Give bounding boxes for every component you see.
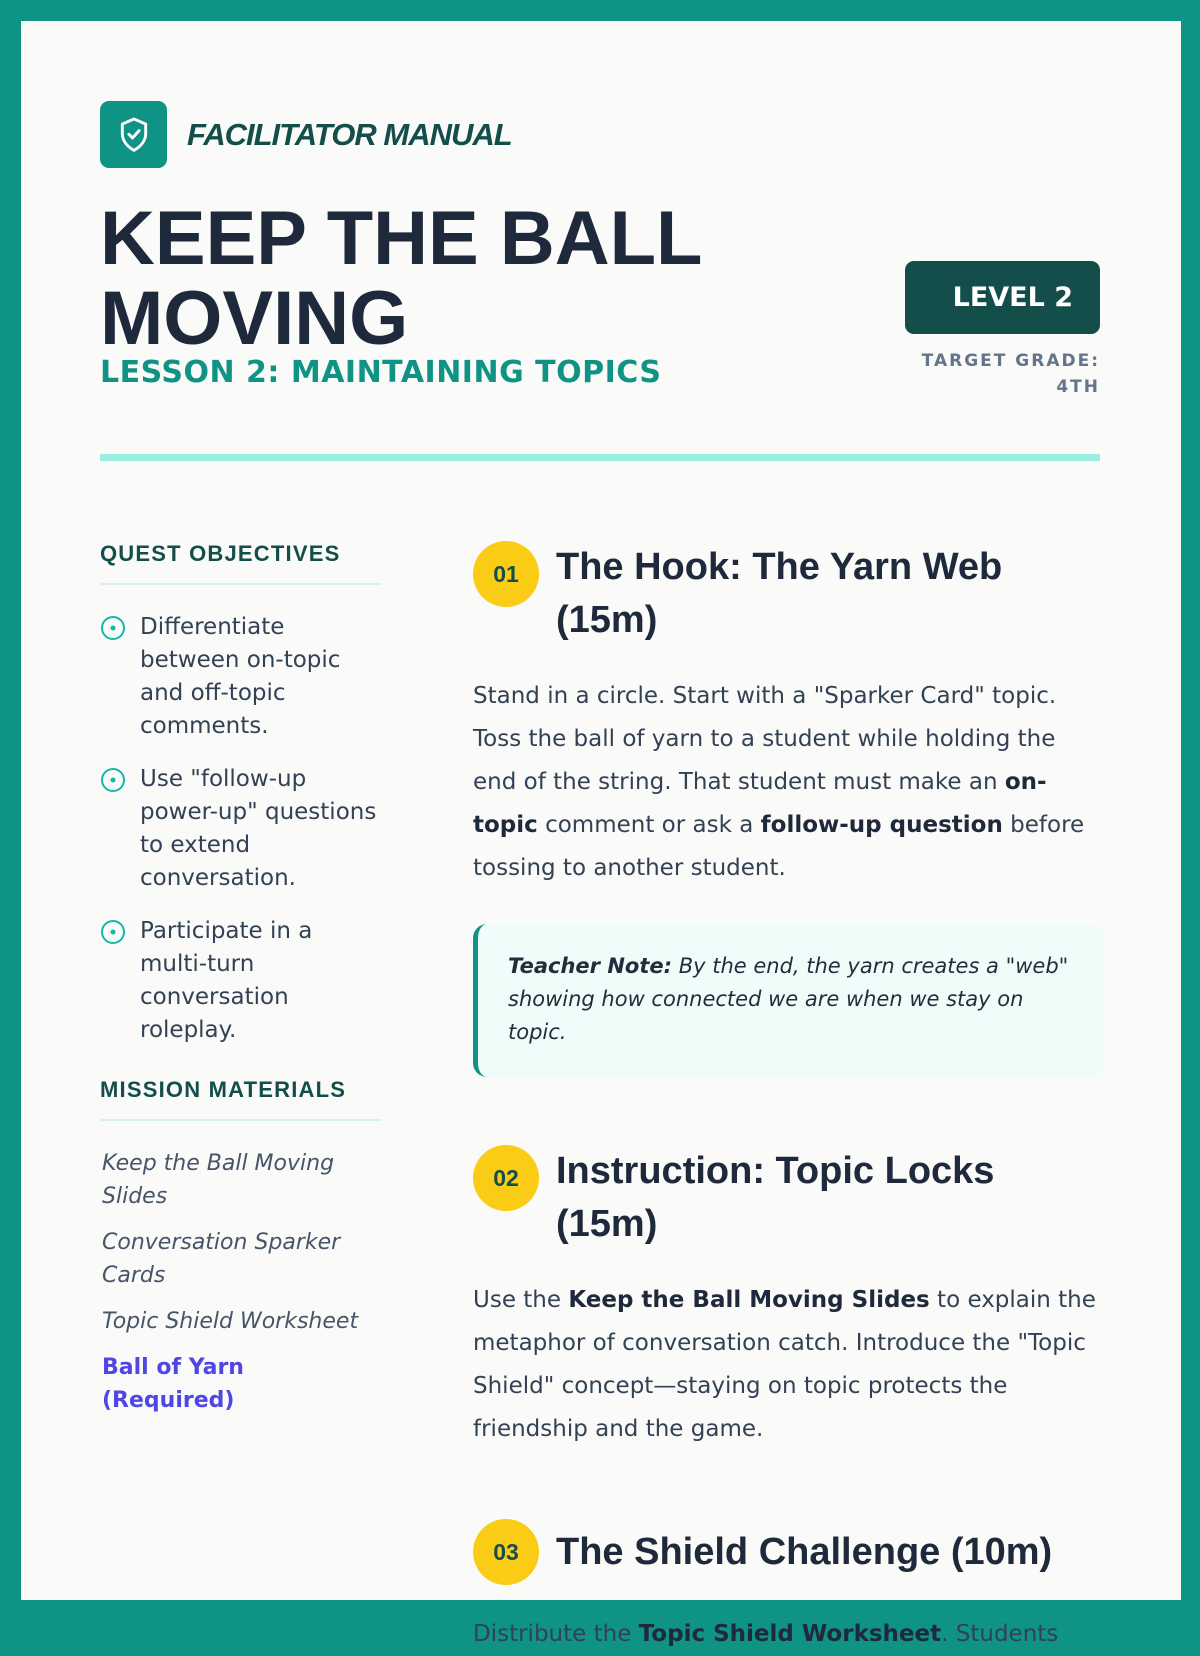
brand-label: FACILITATOR MANUAL <box>187 116 512 152</box>
lesson-steps <box>473 541 1103 1656</box>
lesson-subtitle: LESSON 2: MAINTAINING TOPICS <box>100 355 662 390</box>
step-3 <box>473 1519 1103 1656</box>
objective-text: Participate in a multi-turn conversation roleplay. <box>140 918 313 1043</box>
shield-check-icon <box>116 116 152 154</box>
material-item: Topic Shield Worksheet <box>102 1309 359 1334</box>
step-number-badge: 01 <box>473 541 539 607</box>
emphasis-worksheet: Topic Shield Worksheet <box>638 1621 942 1647</box>
material-item: Conversation Sparker Cards <box>102 1230 341 1288</box>
step-title: Instruction: Topic Locks (15m) <box>556 1150 995 1245</box>
step-body: Use the Keep the Ball Moving Slides to explain the metaphor of conversation catch. Introduce the "Topic Shield" concept—staying on topic protects the friendship and the game. <box>473 1287 1096 1442</box>
step-2 <box>473 1145 1103 1451</box>
step-body: Distribute the Topic Shield Worksheet. Students <box>473 1621 1059 1647</box>
objective-text: Differentiate between on-topic and off-topic comments. <box>140 614 341 739</box>
objectives-heading: QUEST OBJECTIVES <box>100 541 381 585</box>
shield-logo <box>100 101 167 168</box>
teacher-note-label: Teacher Note: <box>508 954 673 978</box>
manual-page <box>21 21 1181 1647</box>
header-divider <box>100 454 1100 461</box>
brand-header <box>100 101 512 168</box>
material-item: Keep the Ball Moving Slides <box>102 1151 335 1209</box>
step-number-badge: 02 <box>473 1145 539 1211</box>
materials-heading: MISSION MATERIALS <box>100 1077 381 1121</box>
step-header <box>473 1519 1103 1585</box>
emphasis-on-topic: on-topic <box>473 769 1047 838</box>
objective-text: Use "follow-up power-up" questions to extend conversation. <box>140 766 377 891</box>
step-title: The Hook: The Yarn Web (15m) <box>556 546 1003 641</box>
target-bullet-icon <box>100 763 140 895</box>
target-bullet-icon <box>100 915 140 1047</box>
sidebar <box>100 541 381 1430</box>
emphasis-follow-up: follow-up question <box>760 812 1003 838</box>
step-header <box>473 1145 1103 1251</box>
teacher-note <box>473 924 1103 1077</box>
step-body: Stand in a circle. Start with a "Sparker Card" topic. Toss the ball of yarn to a student while holding the end of the string. That student must make an on-topic comment or ask a follow-up question before tossing to another student. <box>473 683 1085 881</box>
emphasis-slides: Keep the Ball Moving Slides <box>568 1287 930 1313</box>
step-1 <box>473 541 1103 1077</box>
teacher-note-text: By the end, the yarn creates a "web" showing how connected we are when we stay on topic. <box>508 954 1069 1044</box>
objective-item <box>100 611 381 743</box>
page-title: KEEP THE BALL MOVING <box>100 196 702 361</box>
level-badge: LEVEL 2 <box>905 261 1100 334</box>
material-item-required[interactable]: Ball of Yarn (Required) <box>102 1355 244 1413</box>
target-grade: TARGET GRADE: 4TH <box>921 351 1100 397</box>
step-number-badge: 03 <box>473 1519 539 1585</box>
objectives-list <box>100 611 381 1047</box>
target-bullet-icon <box>100 611 140 743</box>
step-title: The Shield Challenge (10m) <box>556 1530 1053 1573</box>
materials-list <box>100 1147 381 1417</box>
step-header <box>473 541 1103 647</box>
objective-item <box>100 763 381 895</box>
objective-item <box>100 915 381 1047</box>
